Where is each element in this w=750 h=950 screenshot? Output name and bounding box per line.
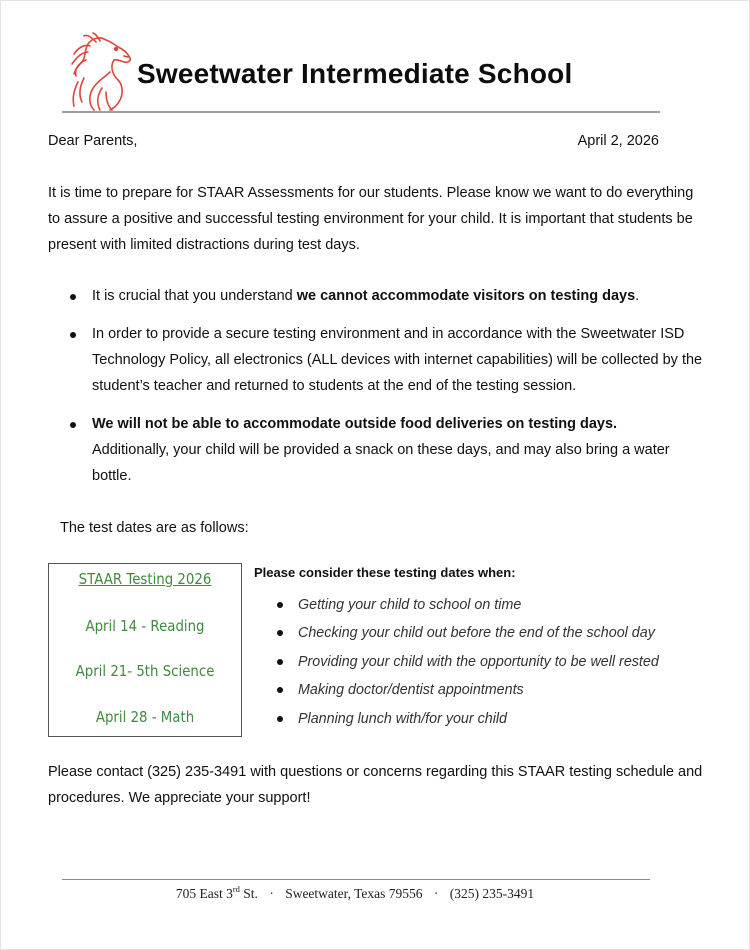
footer-separator: · bbox=[433, 886, 439, 901]
consider-item bbox=[254, 705, 659, 733]
policy-visitors-period: . bbox=[635, 288, 640, 304]
consider-item bbox=[254, 648, 659, 676]
bullet-icon bbox=[70, 294, 76, 300]
policy-item-electronics bbox=[48, 321, 708, 399]
policy-item-visitors bbox=[48, 283, 708, 309]
bullet-icon bbox=[277, 659, 283, 665]
test-date-reading: April 14 - Reading bbox=[85, 617, 205, 635]
footer-street-tail: St. bbox=[239, 886, 258, 901]
footer-phone: (325) 235-3491 bbox=[449, 886, 535, 901]
consider-item-text: Checking your child out before the end of the school day bbox=[298, 625, 655, 642]
bullet-icon bbox=[70, 422, 76, 428]
test-box-title: STAAR Testing 2026 bbox=[78, 570, 212, 588]
bullet-icon bbox=[277, 630, 283, 636]
policy-item-food bbox=[48, 411, 708, 489]
dates-intro: The test dates are as follows: bbox=[60, 520, 249, 536]
bullet-icon bbox=[70, 332, 76, 338]
footer-street-number: 705 East 3 bbox=[175, 886, 233, 901]
consider-item-text: Planning lunch with/for your child bbox=[298, 710, 508, 727]
footer-divider bbox=[62, 879, 650, 880]
bullet-icon bbox=[277, 716, 283, 722]
mustang-mascot-icon bbox=[66, 32, 136, 112]
footer-street-suffix: rd bbox=[232, 884, 240, 894]
intro-paragraph: It is time to prepare for STAAR Assessments for our students. Please know we want to do everything to assure a positive and successful testing environment for your child. It is important that students be present with limited distractions during test days. bbox=[48, 185, 694, 253]
consider-list bbox=[254, 591, 659, 733]
consider-item bbox=[254, 619, 659, 647]
footer-city: Sweetwater, Texas 79556 bbox=[285, 886, 423, 901]
footer-address bbox=[0, 886, 710, 902]
test-dates-box bbox=[48, 563, 242, 737]
footer-separator: · bbox=[269, 886, 274, 901]
consider-item bbox=[254, 676, 659, 704]
test-date-science: April 21- 5th Science bbox=[75, 662, 215, 680]
letterhead bbox=[62, 30, 662, 114]
bullet-icon bbox=[277, 602, 283, 608]
footer-street bbox=[176, 886, 258, 901]
contact-paragraph: Please contact (325) 235-3491 with questions or concerns regarding this STAAR testing schedule and procedures. We appreciate your support! bbox=[48, 764, 703, 806]
policy-visitors-emphasis: we cannot accommodate visitors on testing days bbox=[296, 288, 636, 304]
test-date-math: April 28 - Math bbox=[95, 708, 195, 726]
letter-date: April 2, 2026 bbox=[577, 133, 659, 149]
salutation: Dear Parents, bbox=[48, 133, 138, 149]
policy-food-text: Additionally, your child will be provided a snack on these days, and may also bring a water bottle. bbox=[92, 442, 670, 484]
consider-item-text: Getting your child to school on time bbox=[298, 597, 522, 613]
bullet-icon bbox=[277, 687, 283, 693]
consider-item bbox=[254, 591, 659, 619]
policy-food-emphasis: We will not be able to accommodate outside food deliveries on testing days. bbox=[92, 416, 618, 432]
consider-item-text: Providing your child with the opportunity to be well rested bbox=[298, 653, 659, 670]
consider-heading: Please consider these testing dates when: bbox=[254, 565, 516, 580]
policy-visitors-text: It is crucial that you understand bbox=[92, 288, 297, 304]
policy-electronics-text: In order to provide a secure testing environment and in accordance with the Sweetwater ISD Technology Policy, all electronics (ALL devices with internet capabilities) will be collected by the student’s teacher and returned to students at the end of the testing session. bbox=[92, 326, 703, 394]
school-title: Sweetwater Intermediate School bbox=[137, 58, 573, 89]
header-divider bbox=[62, 111, 660, 113]
policy-list bbox=[48, 283, 708, 489]
consider-item-text: Making doctor/dentist appointments bbox=[298, 682, 524, 699]
